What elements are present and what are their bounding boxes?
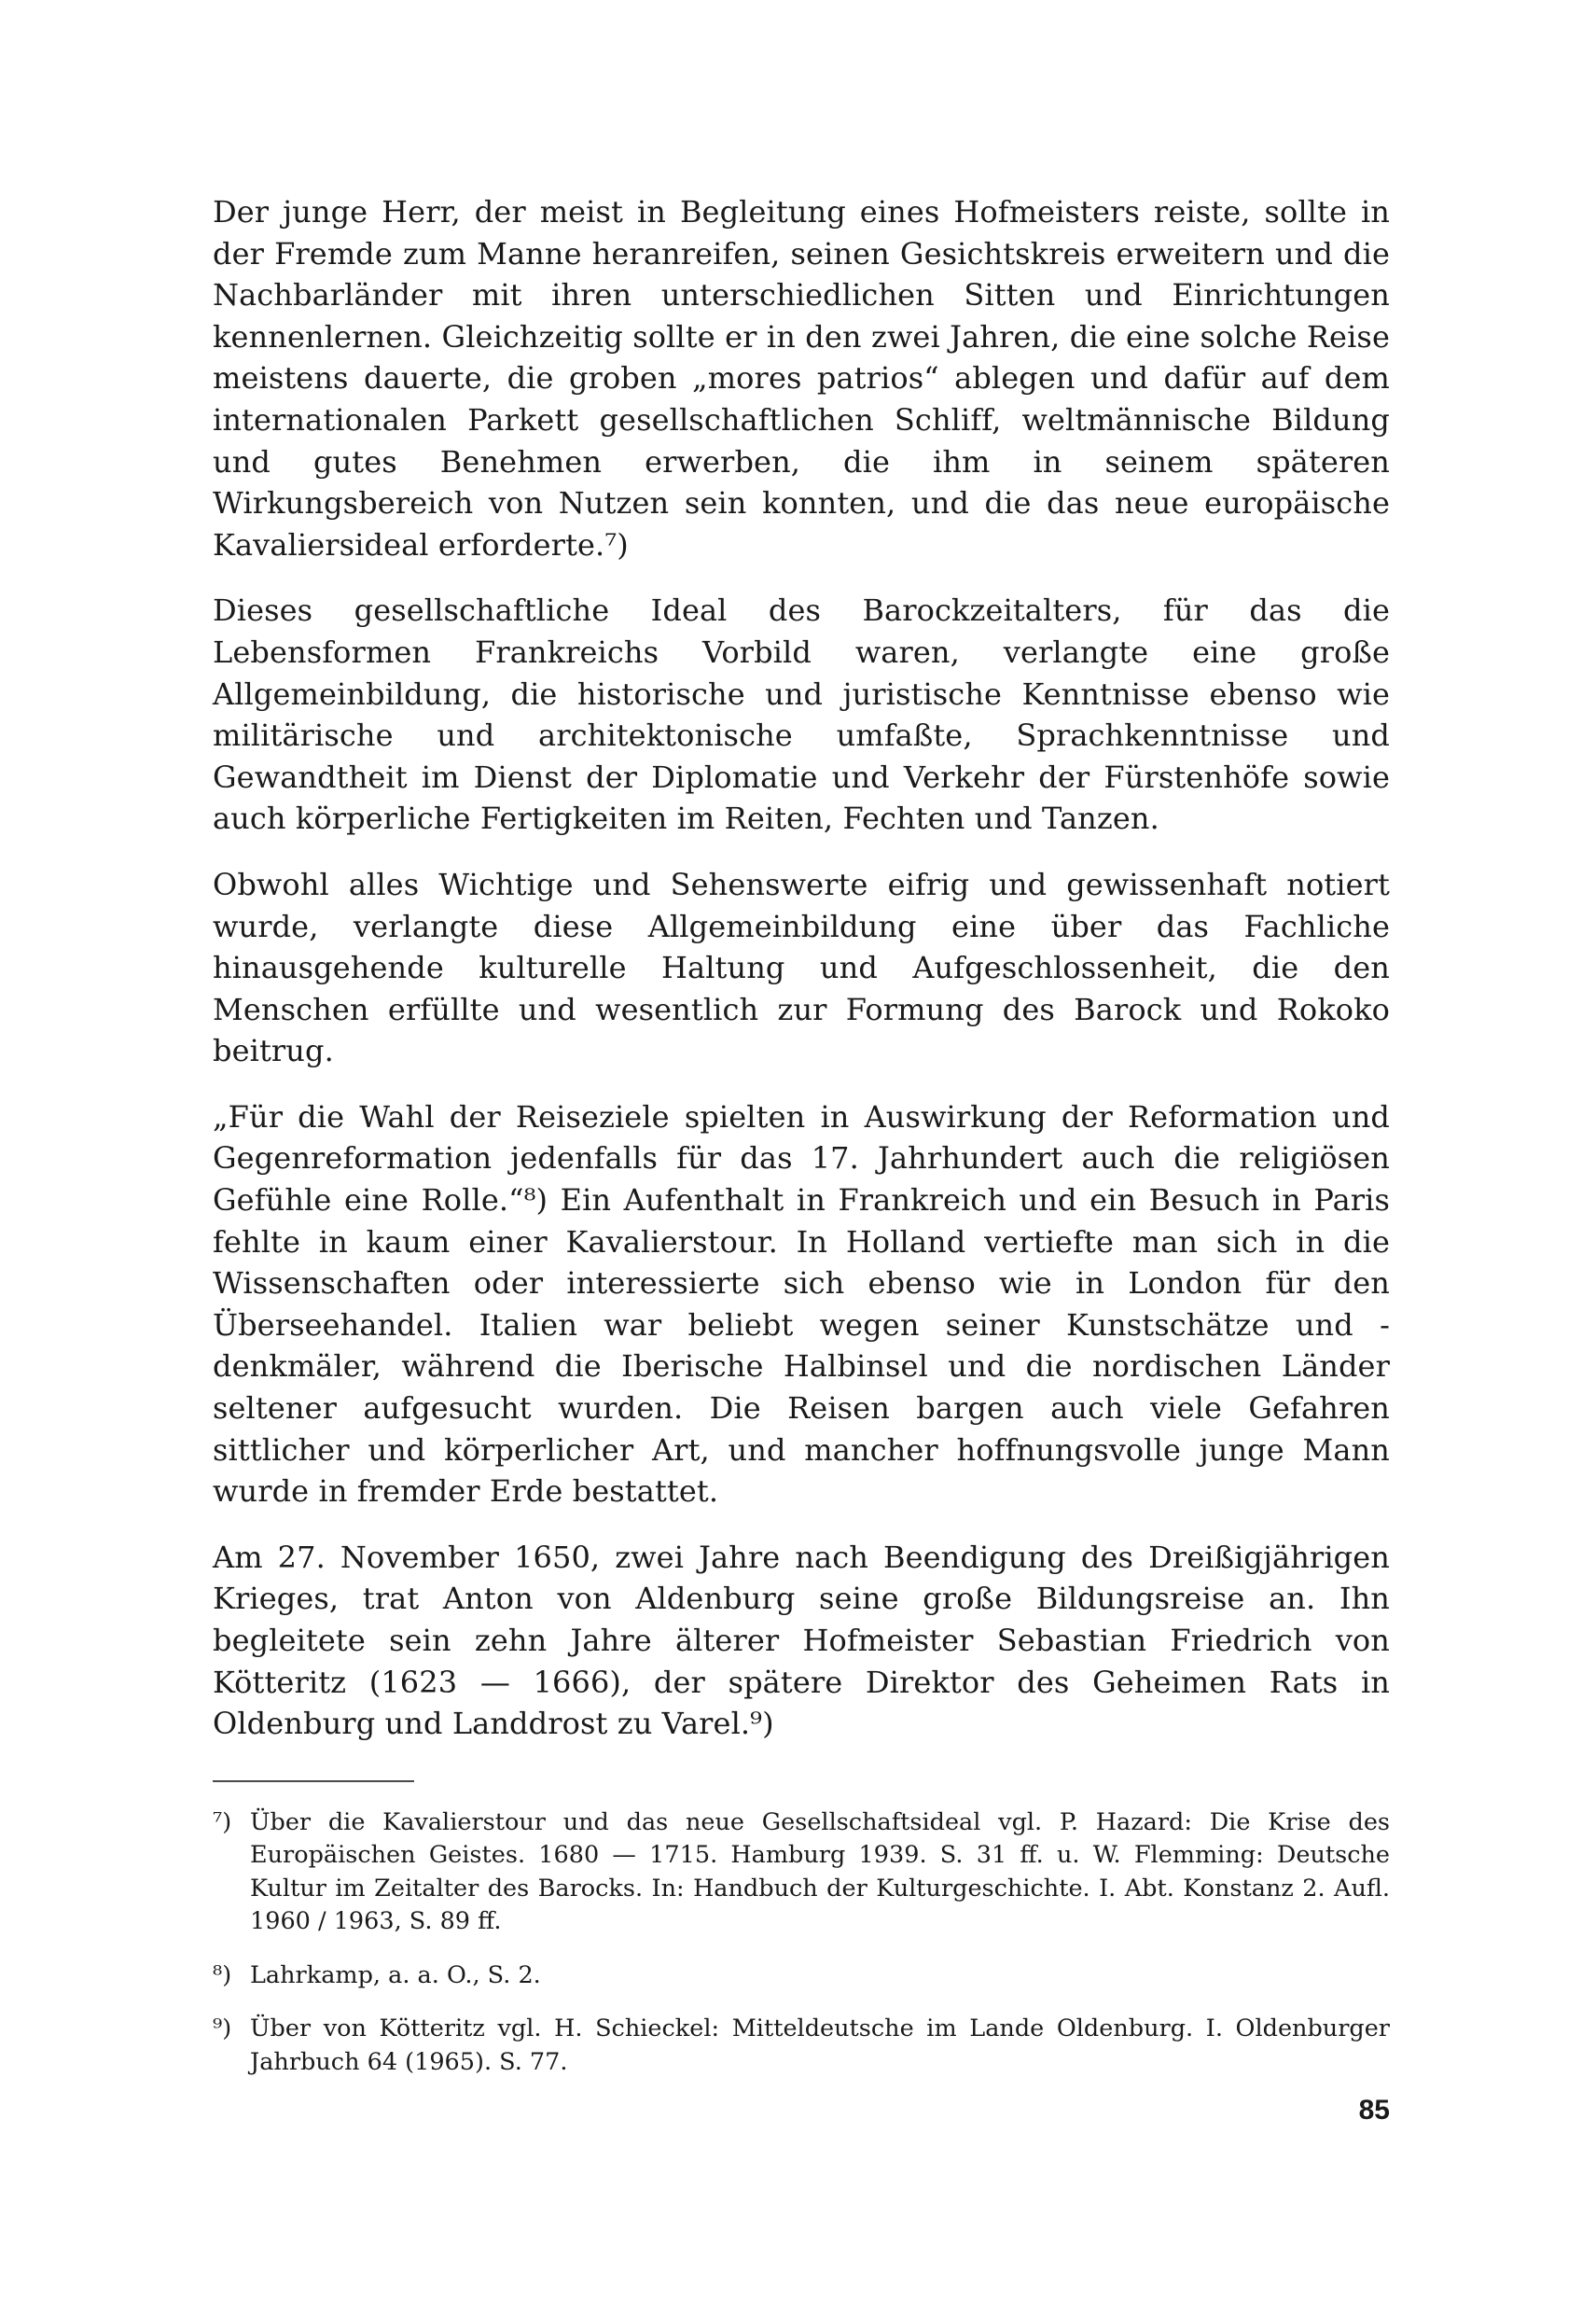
body-text: [213, 191, 1390, 1745]
footnote-divider: [213, 1780, 414, 1782]
paragraph-2: Dieses gesellschaftliche Ideal des Barockzeitalters, für das die Lebensformen Frankreichs Vorbild waren, verlangte eine große Allgemeinbildung, die historische und juristische Kenntnisse ebenso wie militärische und architektonische umfaßte, Sprachkenntnisse und Gewandtheit im Dienst der Diplomatie und Verkehr der Fürstenhöfe sowie auch körperliche Fertigkeiten im Reiten, Fechten und Tanzen.: [213, 592, 1390, 837]
footnote-text: Über von Kötteritz vgl. H. Schieckel: Mitteldeutsche im Lande Oldenburg. I. Oldenburger Jahrbuch 64 (1965). S. 77.: [250, 2014, 1390, 2076]
footnote-marker: ⁹): [213, 2014, 232, 2043]
paragraph-4: „Für die Wahl der Reiseziele spielten in Auswirkung der Reformation und Gegenreformation jedenfalls für das 17. Jahrhundert auch die religiösen Gefühle eine Rolle.“⁸) Ein Aufenthalt in Frankreich und ein Besuch in Paris fehlte in kaum einer Kavalierstour. In Holland vertiefte man sich in die Wissenschaften oder interessierte sich ebenso wie in London für den Überseehandel. Italien war beliebt wegen seiner Kunstschätze und -denkmäler, während die Iberische Halbinsel und die nordischen Länder seltener aufgesucht wurden. Die Reisen bargen auch viele Gefahren sittlicher und körperlicher Art, und mancher hoffnungsvolle junge Mann wurde in fremder Erde bestattet.: [213, 1098, 1390, 1510]
footnote-text: Lahrkamp, a. a. O., S. 2.: [250, 1960, 541, 1989]
footnote-7: [213, 1806, 1390, 1939]
book-page: [213, 191, 1390, 2197]
footnote-9: [213, 2013, 1390, 2079]
footnote-marker: ⁷): [213, 1807, 232, 1836]
paragraph-5: Am 27. November 1650, zwei Jahre nach Beendigung des Dreißigjährigen Krieges, trat Anton von Aldenburg seine große Bildungsreise an. Ihn begleitete sein zehn Jahre älterer Hofmeister Sebastian Friedrich von Kötteritz (1623 — 1666), der spätere Direktor des Geheimen Rats in Oldenburg und Landdrost zu Varel.⁹): [213, 1539, 1390, 1742]
footnote-text: Über die Kavalierstour und das neue Gesellschaftsideal vgl. P. Hazard: Die Krise des Europäischen Geistes. 1680 — 1715. Hamburg 1939. S. 31 ff. u. W. Flemming: Deutsche Kultur im Zeitalter des Barocks. In: Handbuch der Kulturgeschichte. I. Abt. Konstanz 2. Aufl. 1960 / 1963, S. 89 ff.: [250, 1807, 1390, 1936]
page-number: 85: [1358, 2095, 1390, 2126]
paragraph-1: Der junge Herr, der meist in Begleitung eines Hofmeisters reiste, sollte in der Fremde zum Manne heranreifen, seinen Gesichtskreis erweitern und die Nachbarländer mit ihren unterschiedlichen Sitten und Einrichtungen kennenlernen. Gleichzeitig sollte er in den zwei Jahren, die eine solche Reise meistens dauerte, die groben „mores patrios“ ablegen und dafür auf dem internationalen Parkett gesellschaftlichen Schliff, weltmännische Bildung und gutes Benehmen erwerben, die ihm in seinem späteren Wirkungsbereich von Nutzen sein konnten, und die das neue europäische Kavaliersideal erforderte.⁷): [213, 194, 1390, 563]
footnote-marker: ⁸): [213, 1960, 232, 1989]
footnotes: [213, 1806, 1390, 2080]
footnote-8: [213, 1959, 1390, 1993]
paragraph-3: Obwohl alles Wichtige und Sehenswerte eifrig und gewissenhaft notiert wurde, verlangte diese Allgemeinbildung eine über das Fachliche hinausgehende kulturelle Haltung und Aufgeschlossenheit, die den Menschen erfüllte und wesentlich zur Formung des Barock und Rokoko beitrug.: [213, 866, 1390, 1069]
